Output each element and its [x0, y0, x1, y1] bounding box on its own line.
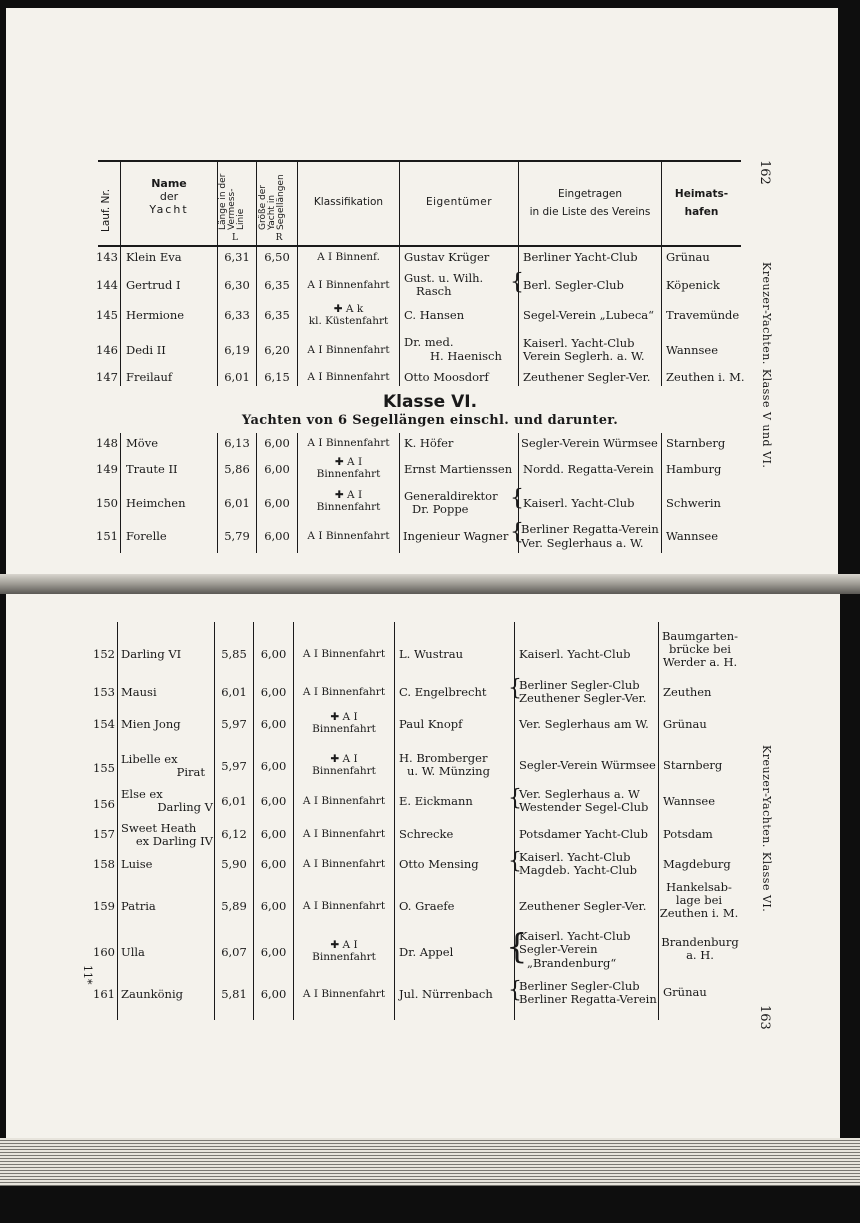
- col-header-homeport: Heimats- hafen: [674, 188, 729, 218]
- col-symbol-r: R: [275, 233, 283, 243]
- section-subtitle: Yachten von 6 Segellängen einschl. und darunter.: [241, 413, 619, 428]
- col-header-owner: Eigentümer: [425, 196, 493, 208]
- col-header-size: Größe der Yacht in Segellängen: [258, 174, 286, 230]
- col-header-nr: Lauf. Nr.: [100, 188, 112, 232]
- section-title: Klasse VI.: [382, 392, 478, 412]
- col-header-name: Name der Yacht: [149, 177, 189, 216]
- col-header-length: Länge in der Vermess- Linie: [218, 173, 246, 230]
- signature-mark: 11*: [81, 965, 94, 985]
- col-header-class: Klassifikation: [313, 196, 384, 208]
- col-header-registered: Eingetragen in die Liste des Vereins: [529, 188, 651, 218]
- page-edge-top: [0, 574, 860, 594]
- running-head-163: Kreuzer-Yachten. Klasse VI.: [760, 745, 773, 913]
- running-head-162: Kreuzer-Yachten. Klasse V und VI.: [760, 262, 773, 469]
- page-number-162: 162: [757, 160, 772, 185]
- col-symbol-l: L: [232, 233, 238, 243]
- page-edge-bottom: [0, 1138, 860, 1186]
- page-number-163: 163: [757, 1005, 772, 1030]
